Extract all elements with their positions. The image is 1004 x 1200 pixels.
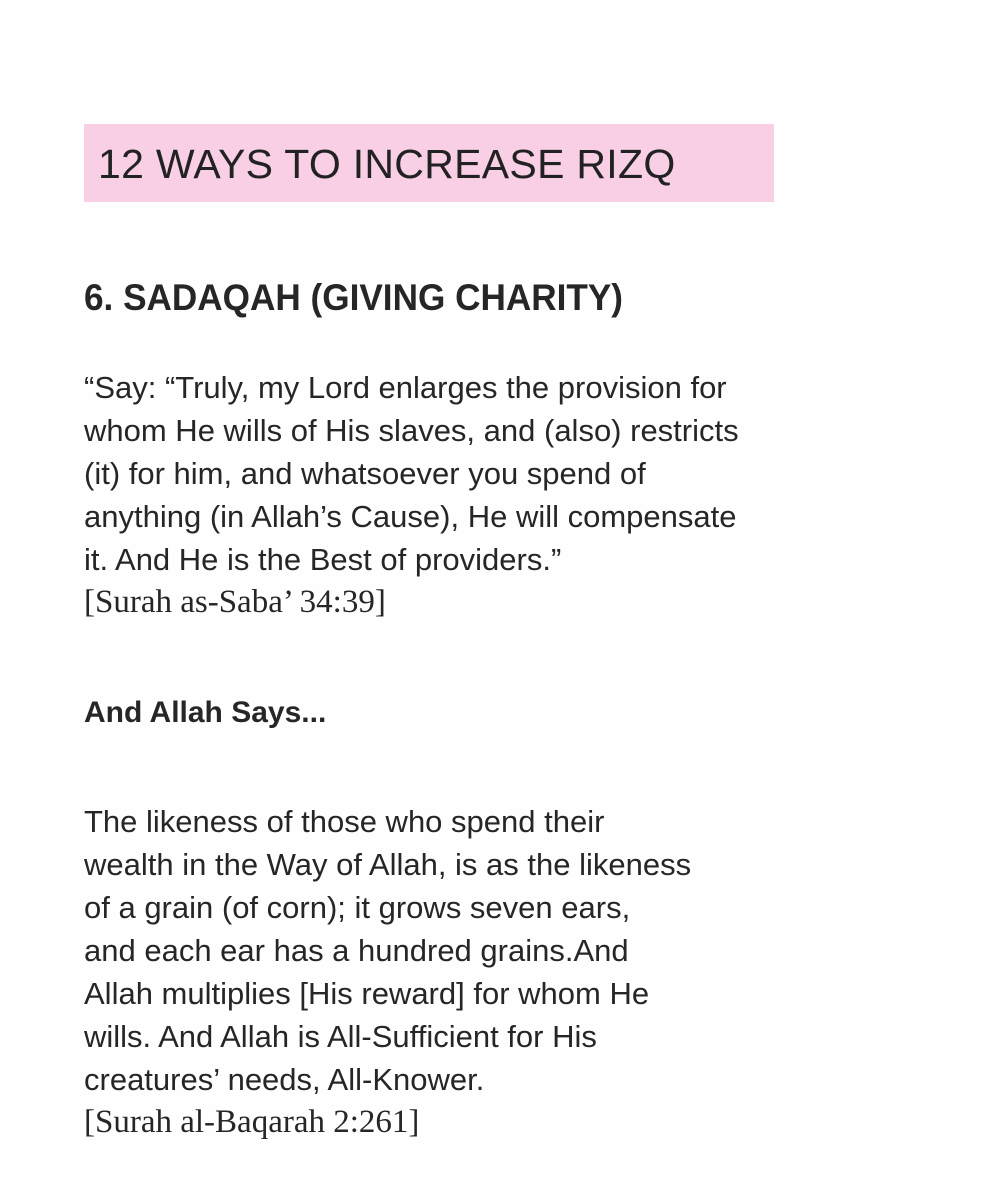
quote-line: anything (in Allah’s Cause), He will compensate [84,499,737,534]
quote-line: The likeness of those who spend their [84,804,605,839]
quote-line: wills. And Allah is All-Sufficient for His [84,1019,597,1054]
quote-line: Allah multiplies [His reward] for whom He [84,976,650,1011]
quote-reference: [Surah al-Baqarah 2:261] [84,1104,420,1140]
section-heading: 6. SADAQAH (GIVING CHARITY) [84,277,623,318]
quote-line: creatures’ needs, All-Knower. [84,1062,485,1097]
quote-line: “Say: “Truly, my Lord enlarges the provision for [84,370,727,405]
quote-line: and each ear has a hundred grains.And [84,933,629,968]
quote-line: wealth in the Way of Allah, is as the likeness [84,847,692,882]
quote-line: it. And He is the Best of providers.” [84,542,562,577]
quote-line: (it) for him, and whatsoever you spend of [84,456,646,491]
quote-baqarah [84,800,691,1144]
quote-line: whom He wills of His slaves, and (also) restricts [84,413,739,448]
quote-reference: [Surah as-Saba’ 34:39] [84,584,386,620]
quote-saba [84,366,739,624]
sub-heading: And Allah Says... [84,696,327,729]
quote-line: of a grain (of corn); it grows seven ears, [84,890,631,925]
page-title: 12 WAYS TO INCREASE RIZQ [98,141,676,187]
